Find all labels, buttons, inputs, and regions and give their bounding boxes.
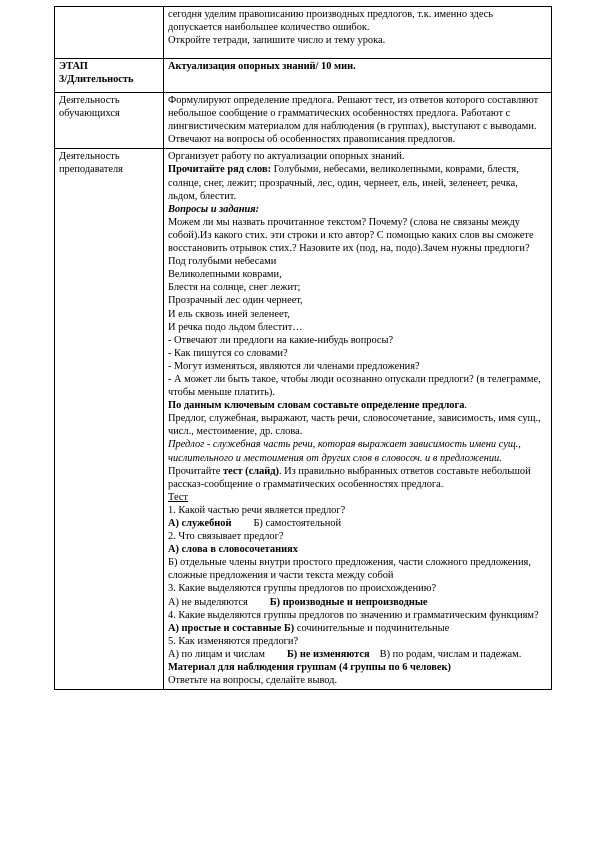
keywords-heading: По данным ключевым словам составьте определение предлога [168,400,465,412]
teacher-content-cell [164,149,552,690]
read-words-paragraph [168,163,547,202]
students-label-line1: Деятельность [59,95,120,106]
answer-1b: Б) самостоятельной [253,518,342,529]
stage-title-cell [164,59,552,93]
students-text-cell [164,93,552,149]
poem-line: Прозрачный лес один чернеет, [168,295,303,307]
teacher-label-line1: Деятельность [59,151,120,163]
read-test-paragraph [168,465,547,491]
answer-4b-letter: Б) [281,622,295,634]
poem-line: Великолепными коврами, [168,269,282,281]
question-item: - А может ли быть такое, чтобы люди осознанно опускали предлоги? (в телеграмме, чтобы меньше платить). [168,373,541,399]
answer-4a: А) простые и составные [168,622,282,634]
students-label-cell [55,93,164,149]
answer-3a: А) не выделяются [168,596,248,608]
lesson-plan-table [54,6,552,690]
poem-line: И речка подо льдом блестит… [168,321,303,333]
intro-text-2: Откройте тетради, запишите число и тему урока. [168,35,386,47]
students-row [55,93,552,149]
read-test-bold: тест (слайд) [223,465,279,477]
question-item: - Как пишутся со словами? [168,347,288,359]
keywords-dot: . [464,400,468,412]
intro-text-1: сегодня уделим правописанию производных предлогов, т.к. именно здесь допускается наибольшее количество ошибок. [168,9,494,34]
preposition-definition: Предлог - служебная часть речи, которая выражает зависимость имени сущ., числительного и местоимения от других слов в словосоч. и в предложении. [168,439,521,464]
students-label-line2: обучающихся [59,108,120,120]
stage-row [55,59,552,93]
read-words-text: Голубыми, небесами, великолепными, коврами, блестя, солнце, снег, лежит; прозрачный, лес, один, чернеет, ель, иней, зеленеет, речка, льдом, блестит. [168,164,519,202]
intro-row [55,7,552,59]
poem-line: И ель сквозь иней зеленеет, [168,308,290,320]
intro-right-cell [164,7,552,59]
answer-3b: Б) производные и непроизводные [269,596,428,608]
question-item: - Могут изменяться, являются ли членами предложения? [168,360,420,372]
teacher-row [55,149,552,690]
answer-5b: Б) не изменяются [286,648,370,660]
poem-line: Под голубыми небесами [168,256,277,268]
questions-heading: Вопросы и задания: [168,203,260,215]
stage-label-line2: 3/Длительность [59,74,134,86]
teacher-label-line2: преподавателя [59,164,123,176]
students-text: Формулируют определение предлога. Решают тест, из ответов которого составляют небольшое сообщение о грамматических особенностях предлога. Работают с лингвистическим материалом для наблюдения (в группах), выступают с выводами. Отвечают на вопросы об особенностях правописания предлогов. [168,95,539,146]
poem-line: Блестя на солнце, снег лежит; [168,282,301,294]
stage-label-line1: ЭТАП [59,61,88,72]
lesson-plan-page [54,6,541,690]
answer-instruction: Ответьте на вопросы, сделайте вывод. [168,675,338,687]
keywords-instruction [168,399,547,412]
question-item: - Отвечают ли предлоги на какие-нибудь вопросы? [168,334,394,346]
teacher-label-cell [55,149,164,690]
answer-2a: А) слова в словосочетаниях [168,544,298,556]
answer-2b: Б) отдельные члены внутри простого предложения, части сложного предложения, сложные предложения и части текста между собой [168,557,531,582]
test-title: Тест [168,491,188,503]
test-answers-1 [168,517,547,530]
teacher-organize: Организует работу по актуализации опорных знаний. [168,151,405,163]
test-answers-3 [168,596,547,609]
stage-title: Актуализация опорных знаний/ 10 мин. [168,61,356,72]
answer-4b-text: сочинительные и подчинительные [294,622,450,634]
test-answers-4 [168,622,547,635]
read-words-heading: Прочитайте ряд слов: [168,164,272,176]
test-question-4: 4. Какие выделяются группы предлогов по значению и грамматическим функциям? [168,609,539,621]
read-test-post: . Из правильно выбранных ответов составьте небольшой рассказ-сообщение о грамматических особенностях предлога. [168,465,531,490]
test-question-2: 2. Что связывает предлог? [168,531,284,543]
questions-text: Можем ли мы назвать прочитанное текстом? Почему? (слова не связаны между собой).Из какого стих. эти строки и кто автор? С помощью каких слов вы сможете восстановить отрывок стих.? Назовите их (под, на, подо).Зачем нужны предлоги? [168,216,534,255]
test-answers-5 [168,648,547,661]
test-question-5: 5. Как изменяются предлоги? [168,635,299,647]
answer-5c: В) по родам, числам и падежам. [379,648,522,660]
stage-label-cell [55,59,164,93]
material-heading: Материал для наблюдения группам (4 группы по 6 человек) [168,662,451,674]
intro-left-cell [55,7,164,59]
test-question-1: 1. Какой частью речи является предлог? [168,504,346,516]
keywords-text: Предлог, служебная, выражают, часть речи, словосочетание, зависимость, имя сущ., числ., местоимение, др. слова. [168,413,541,438]
read-test-pre: Прочитайте [168,465,224,477]
test-question-3: 3. Какие выделяются группы предлогов по происхождению? [168,583,437,595]
answer-5a: А) по лицам и числам [168,648,265,660]
answer-1a: А) служебной [168,518,232,529]
